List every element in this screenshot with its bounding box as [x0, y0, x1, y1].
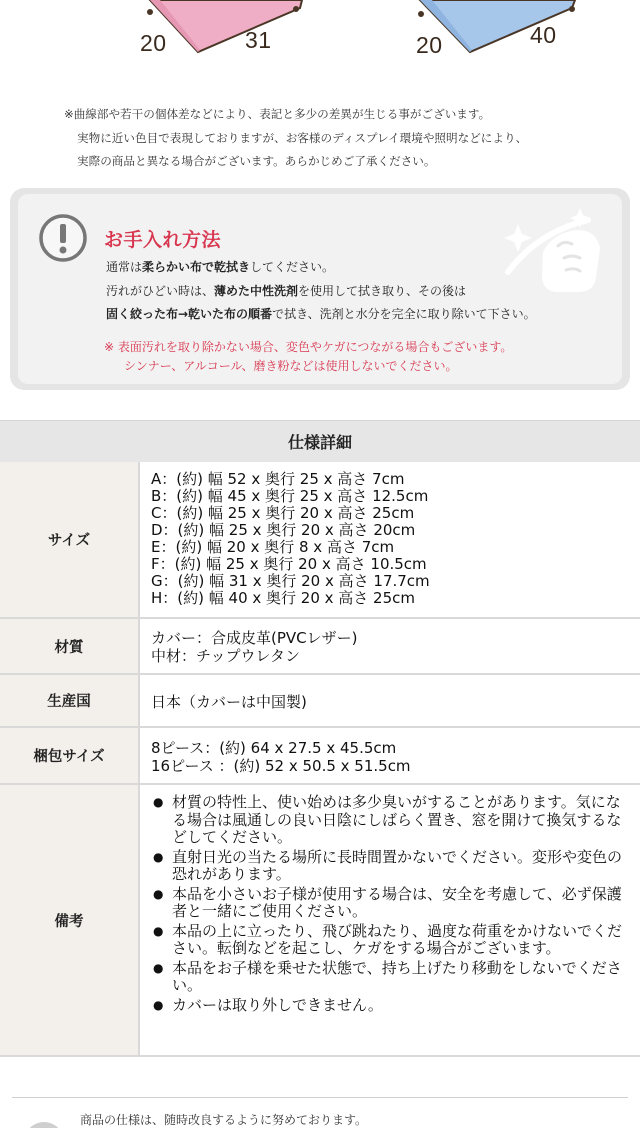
care-text: 汚れがひどい時は、 — [106, 283, 215, 298]
exclamation-icon — [38, 213, 88, 263]
footer-divider — [12, 1097, 628, 1098]
remark-item: ● 直射日光の当たる場所に長時間置かないでください。変形や変色の恐れがあります。 — [151, 849, 632, 884]
package-line: 16ピース ：(約) 52 x 50.5 x 51.5cm — [151, 757, 411, 775]
care-warning — [104, 338, 512, 376]
remark-item: ● 本品の上に立ったり、飛び跳ねたり、過度な荷重をかけないでください。転倒などを起こし、ケガをする場合がございます。 — [151, 923, 632, 958]
size-list — [151, 471, 632, 607]
right-depth-label: 20 — [416, 32, 443, 58]
spec-label: 梱包サイズ — [0, 728, 140, 783]
care-text: 通常は — [106, 260, 143, 274]
notes-block — [64, 103, 624, 174]
spec-row-package — [0, 728, 640, 785]
spec-row-origin — [0, 675, 640, 728]
spec-title: 仕様詳細 — [0, 420, 640, 462]
care-line-1 — [106, 256, 506, 280]
remarks-list — [151, 794, 632, 1016]
remark-item: ● カバーは取り外しできません。 — [151, 997, 632, 1015]
material-line: 中材：チップウレタン — [151, 647, 300, 665]
package-line: 8ピース：(約) 64 x 27.5 x 45.5cm — [151, 739, 397, 757]
origin-value: 日本（カバーは中国製) — [151, 693, 307, 711]
spec-label: 備考 — [0, 785, 140, 1055]
remark-item: ● 本品をお子様を乗せた状態で、持ち上げたり移動をしないでください。 — [151, 960, 632, 995]
care-text-bold: 柔らかい布で乾拭き — [142, 260, 251, 274]
size-line: C：(約) 幅 25 x 奥行 20 x 高さ 25cm — [151, 504, 415, 522]
size-line: F：(約) 幅 25 x 奥行 20 x 高さ 10.5cm — [151, 555, 427, 573]
info-icon — [24, 1122, 64, 1128]
size-line: A：(約) 幅 52 x 奥行 25 x 高さ 7cm — [151, 470, 405, 488]
care-box — [10, 188, 630, 390]
size-line: H：(約) 幅 40 x 奥行 20 x 高さ 25cm — [151, 589, 416, 607]
left-width-label: 31 — [245, 27, 272, 53]
package-list — [151, 739, 632, 775]
dim-marker — [293, 6, 299, 12]
care-text: してください。 — [250, 260, 335, 274]
spec-row-material — [0, 619, 640, 675]
size-line: D：(約) 幅 25 x 奥行 20 x 高さ 20cm — [151, 521, 416, 539]
remark-item: ● 本品を小さいお子様が使用する場合は、安全を考慮して、必ず保護者と一緒にご使用ください。 — [151, 886, 632, 921]
footer-text: 商品の仕様は、随時改良するように努めております。 — [80, 1113, 368, 1127]
care-text-bold: 薄めた中性洗剤 — [214, 283, 299, 298]
size-line: E：(約) 幅 20 x 奥行 8 x 高さ 7cm — [151, 538, 395, 556]
care-line-3 — [106, 303, 536, 327]
size-line: G：(約) 幅 31 x 奥行 20 x 高さ 17.7cm — [151, 572, 430, 590]
care-line-2 — [106, 280, 506, 304]
spec-row-remarks — [0, 785, 640, 1057]
note-line: 実物に近い色目で表現しておりますが、お客様のディスプレイ環境や照明などにより、 — [77, 130, 528, 145]
care-text-bold: 固く絞った布→乾いた布の順番 — [106, 307, 273, 321]
care-title: お手入れ方法 — [104, 229, 222, 251]
spec-label: 生産国 — [0, 675, 140, 726]
size-line: B：(約) 幅 45 x 奥行 25 x 高さ 12.5cm — [151, 487, 429, 505]
remark-item: ● 材質の特性上、使い始めは多少臭いがすることがあります。気になる場合は風通しの良い日陰にしばらく置き、窓を開けて換気するなどしてください。 — [151, 794, 632, 847]
note-line: ※曲線部や若干の個体差などにより、表記と多少の差異が生じる事がございます。 — [64, 107, 491, 121]
dim-marker — [418, 11, 424, 17]
left-depth-label: 20 — [140, 30, 167, 56]
spec-label: サイズ — [0, 462, 140, 617]
pink-cushion — [150, 0, 302, 52]
care-warning-line: ※ 表面汚れを取り除かない場合、変色やケガにつながる場合もございます。 — [104, 340, 513, 354]
care-text: で拭き、洗剤と水分を完全に取り除いて下さい。 — [272, 307, 536, 321]
care-instructions — [106, 256, 536, 327]
dim-marker — [147, 9, 153, 15]
care-box-inner — [18, 194, 622, 384]
note-line: 実際の商品と異なる場合がございます。あらかじめご了承ください。 — [77, 154, 436, 168]
material-list — [151, 629, 632, 665]
dim-marker — [569, 6, 575, 12]
material-line: カバー：合成皮革(PVCレザー) — [151, 629, 358, 647]
spec-label: 材質 — [0, 619, 140, 673]
product-illustration — [0, 0, 640, 70]
care-warning-line: シンナー、アルコール、磨き粉などは使用しないでください。 — [124, 359, 458, 373]
spec-row-size — [0, 462, 640, 619]
wiping-hand-icon — [488, 202, 616, 302]
right-width-label: 40 — [530, 22, 557, 48]
care-text: を使用して拭き取り、その後は — [298, 283, 467, 298]
